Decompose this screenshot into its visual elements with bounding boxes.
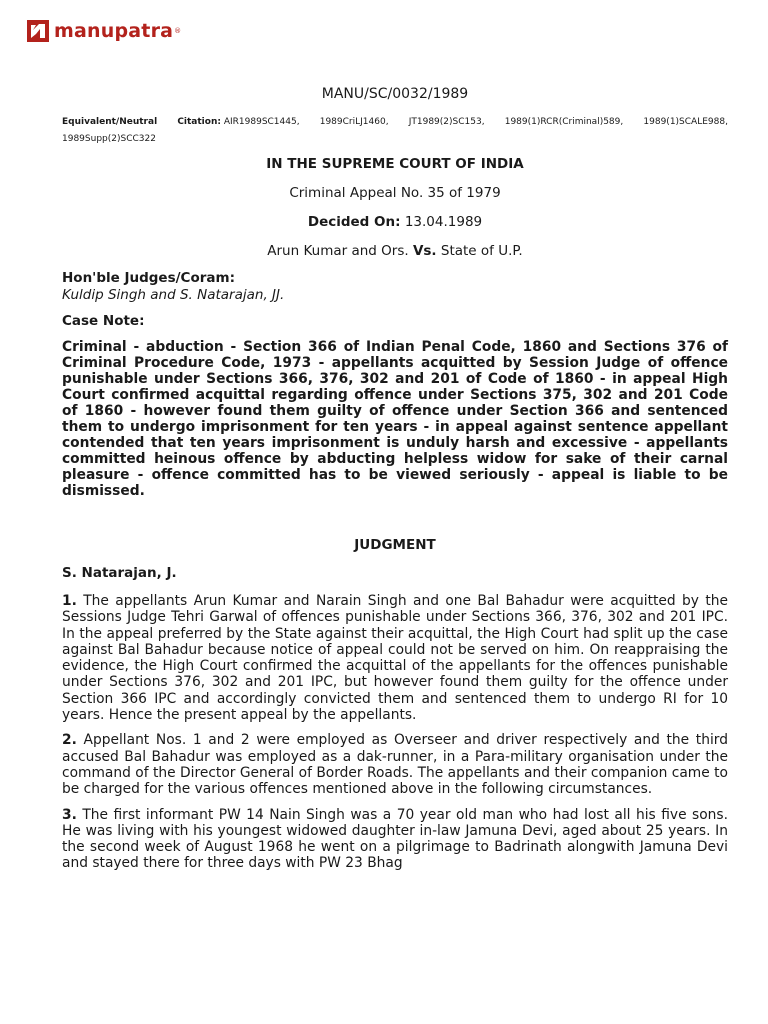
citation-label-equivalent: Equivalent/Neutral: [62, 117, 158, 127]
equivalent-citations: [62, 114, 728, 148]
citation-item: 1989CriLJ1460,: [319, 117, 389, 127]
manupatra-logo-icon: [27, 20, 49, 42]
paragraph-text: The first informant PW 14 Nain Singh was a 70 year old man who had lost all his five sons. He was living with his youngest widowed daughter in-law Jamuna Devi, aged about 25 years. In the second week of August 1968 he went on a pilgrimage to Badrinath alongwith Jamuna Devi and stayed there for three days with PW 23 Bhag: [62, 806, 728, 872]
parties: [62, 241, 728, 261]
court-name: IN THE SUPREME COURT OF INDIA: [266, 156, 524, 172]
judgment-heading: JUDGMENT: [354, 537, 436, 553]
appeal-number: Criminal Appeal No. 35 of 1979: [289, 185, 501, 201]
party-respondent: State of U.P.: [440, 243, 523, 259]
judgment-author: S. Natarajan, J.: [62, 565, 177, 581]
judges-label: Hon'ble Judges/Coram:: [62, 270, 235, 286]
citation-item: JT1989(2)SC153,: [408, 117, 485, 127]
paragraph-text: The appellants Arun Kumar and Narain Singh and one Bal Bahadur were acquitted by the Sessions Judge Tehri Garwal of offences punishable under Sections 366, 376, 302 and 201 IPC. In the appeal preferred by the State against their acquittal, the High Court had split up the case against Bal Bahadur because notice of appeal could not be served on him. On reappraising the evidence, the High Court confirmed the acquittal of the appellants for the offences punishable under Sections 376, 302 and 201 IPC, but however found them guilty for the offence under Section 366 IPC and accordingly convicted them and sentenced them to undergo RI for 10 years. Hence the present appeal by the appellants.: [62, 593, 728, 724]
judges-names: Kuldip Singh and S. Natarajan, JJ.: [62, 287, 285, 303]
paragraph-text: Appellant Nos. 1 and 2 were employed as Overseer and driver respectively and the third accused Bal Bahadur was employed as a dak-runner, in a Para-military organisation under the command of the Director General of Border Roads. The appellants and their companion came to be charged for the various offences mentioned above in the following circumstances.: [62, 732, 728, 798]
citation-item: 1989(1)SCALE988,: [643, 117, 728, 127]
brand-name: manupatra: [54, 20, 174, 42]
versus-label: Vs.: [412, 243, 437, 259]
citation-item: 1989Supp(2)SCC322: [62, 134, 156, 144]
document-body: [62, 84, 728, 872]
citation-item: AIR1989SC1445,: [223, 117, 300, 127]
party-appellant: Arun Kumar and Ors.: [267, 243, 409, 259]
decided-on-date: 13.04.1989: [404, 214, 483, 230]
paragraph-number: 3.: [62, 806, 77, 823]
paragraph-number: 2.: [62, 732, 77, 749]
paragraph-number: 1.: [62, 593, 77, 609]
citation-item: 1989(1)RCR(Criminal)589,: [504, 117, 624, 127]
manu-citation-id: MANU/SC/0032/1989: [321, 86, 469, 102]
citation-label: Citation:: [177, 117, 221, 127]
brand-registered-mark: ®: [174, 27, 182, 35]
manupatra-logo: [27, 20, 181, 42]
judgment-paragraph-1: [62, 593, 728, 723]
judgment-paragraph-3: [62, 807, 728, 872]
decided-on: [62, 212, 728, 232]
decided-on-label: Decided On:: [307, 214, 401, 230]
case-note-label: Case Note:: [62, 313, 145, 329]
case-note-text: Criminal - abduction - Section 366 of Indian Penal Code, 1860 and Sections 376 of Criminal Procedure Code, 1973 - appellants acquitted by Session Judge of offence punishable under Sections 366, 376, 302 and 201 of Code of 1860 - in appeal High Court confirmed acquittal regarding offence under Sections 375, 302 and 201 Code of 1860 - however found them guilty of offence under Section 366 and sentenced them to undergo imprisonment for ten years - in appeal against sentence appellant contended that ten years imprisonment is unduly harsh and excessive - appellants committed heinous offence by abducting helpless widow for sake of their carnal pleasure - offence committed has to be viewed seriously - appeal is liable to be dismissed.: [62, 339, 728, 499]
judgment-paragraph-2: [62, 732, 728, 797]
